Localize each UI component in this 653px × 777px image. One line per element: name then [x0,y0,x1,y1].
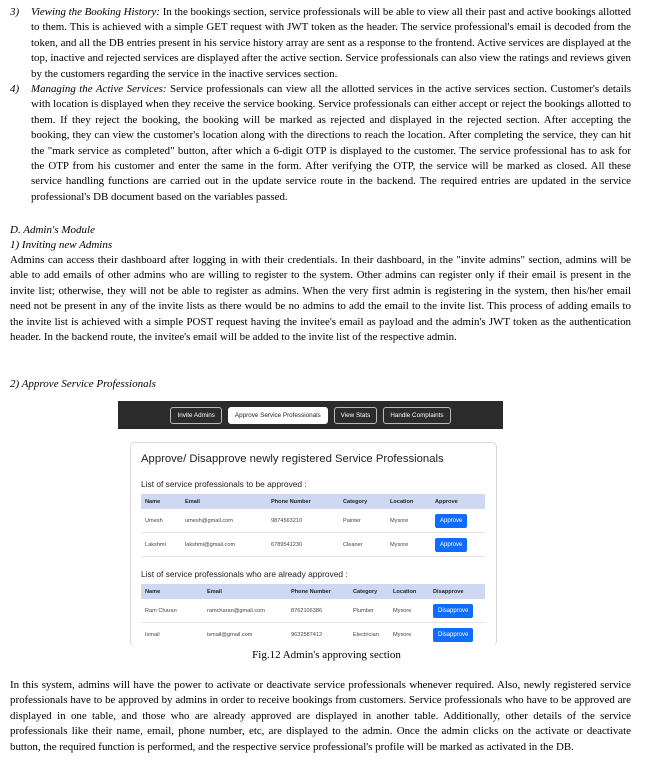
table-row [141,623,485,647]
cell-email: umesh@gmail.com [181,509,267,533]
section-heading: D. Admin's Module [10,224,95,236]
subsection-heading: 1) Inviting new Admins [10,239,113,251]
cell-email: ramcharan@gmail.com [203,599,287,623]
column-header: Email [203,584,287,599]
cell-location: Mysore [386,533,431,557]
cell-category: Plumber [349,599,389,623]
disapprove-button[interactable]: Disapprove [433,604,473,618]
cell-location: Mysore [389,623,429,647]
approved-heading: List of service professionals who are already approved : [141,569,348,579]
cell-name: Lakshmi [141,533,181,557]
table-row [141,533,485,557]
figure-screenshot [118,401,503,645]
column-header: Category [339,494,386,509]
pending-table [141,494,485,557]
column-header: Email [181,494,267,509]
approve-button[interactable]: Approve [435,538,467,552]
column-header: Location [389,584,429,599]
cell-category: Electrician [349,623,389,647]
item-heading: Managing the Active Services: [31,83,167,95]
card-title: Approve/ Disapprove newly registered Service Professionals [141,453,444,465]
item-heading: Viewing the Booking History: [31,6,160,18]
cell-name: Umesh [141,509,181,533]
item-number: 3) [10,6,20,18]
approved-table [141,584,485,646]
cell-category: Painter [339,509,386,533]
admin-navbar [118,401,503,429]
table-header-row [141,494,485,509]
paragraph-invite-admins: Admins can access their dashboard after logging in with their credentials. In their dashboard, in the "invite admins" section, admins will be able to add emails of other admins who are willing to register to the system. Other admins can register only if their email is present in the invite list; otherwise, they will not be able to register as admins. When the very first admin is registering in the system, then his/her email need not be present in any of the invite lists as there would be no admins to add the email to the invite list. This process of adding emails to the invite list is achieved with a simple POST request having the invitee's email as payload and the admin's JWT token as the authentication header. In the backend route, the invitee's email will be added to the invite list of the respective admin. [10,254,631,344]
cell-email: ismail@gmail.com [203,623,287,647]
table-header-row [141,584,485,599]
column-header: Location [386,494,431,509]
item-text: Service professionals can view all the allotted services in the active services section. Customer's details with location is displayed when they receive the service booking. Service professionals can either accept or reject the bookings allotted to them. If they reject the booking, the booking will be marked as rejected and displayed in the rejected section. After accepting the booking, they can view the customer's location along with the directions to reach the location. After completing the service, they can hit the "mark service as completed" button, after which a 6-digit OTP is displayed to the customer. The service professional has to ask for the OTP from his customer and enter the same in the form. After verifying the OTP, the service will be marked as closed. All these service handling functions are carried out in the update service route in the backend. The required entries are updated in the service professional's DB document based on the variables passed. [31,83,631,203]
nav-view-stats[interactable]: View Stats [334,407,378,424]
cell-location: Mysore [389,599,429,623]
table-row [141,599,485,623]
figure-caption: Fig.12 Admin's approving section [252,649,401,661]
cell-name: Ram Charan [141,599,203,623]
cell-category: Cleaner [339,533,386,557]
column-header: Disapprove [429,584,485,599]
cell-phone: 8762106386 [287,599,349,623]
item-number: 4) [10,83,20,95]
cell-phone: 9874563210 [267,509,339,533]
pending-heading: List of service professionals to be approved : [141,479,307,489]
cell-phone: 6789541230 [267,533,339,557]
nav-approve-service-professionals[interactable]: Approve Service Professionals [228,407,328,424]
disapprove-button[interactable]: Disapprove [433,628,473,642]
list-item-booking-history [10,5,631,82]
column-header: Approve [431,494,485,509]
approval-card [130,442,497,646]
nav-handle-complaints[interactable]: Handle Complaints [383,407,450,424]
nav-invite-admins[interactable]: Invite Admins [170,407,221,424]
cell-email: lakshmi@gmail.com [181,533,267,557]
item-text: In the bookings section, service professionals will be able to view all their past and active bookings allotted to them. This is achieved with a simple GET request with JWT token as the header. The service professional's email is decoded from the token, and all the DB entries present in his service history array are sent as a response to the frontend. Active services are displayed at the top, inactive and rejected services are displayed after the active section. Service professionals can also view the ratings and reviews given by the customers regarding the service in the inactive services section. [31,6,631,80]
column-header: Phone Number [267,494,339,509]
column-header: Phone Number [287,584,349,599]
column-header: Category [349,584,389,599]
column-header: Name [141,494,181,509]
list-item-active-services [10,82,631,205]
paragraph-admin-powers: In this system, admins will have the power to activate or deactivate service professionals whenever required. Also, newly registered service professionals have to be approved by admins in order to receive bookings from customers. Service professionals who have to be approved are displayed in one table, and those who are already approved are displayed in another table. Additionally, other details of the service professionals like their name, email, phone number, etc, are displayed to the admin. Once the admin clicks on the activate or deactivate button, the required function is performed, and the respective service professional's profile will be marked as activated in the DB. [10,679,631,753]
subsection-heading: 2) Approve Service Professionals [10,378,156,390]
table-row [141,509,485,533]
cell-phone: 9632587412 [287,623,349,647]
column-header: Name [141,584,203,599]
cell-name: Ismail [141,623,203,647]
cell-location: Mysore [386,509,431,533]
approve-button[interactable]: Approve [435,514,467,528]
